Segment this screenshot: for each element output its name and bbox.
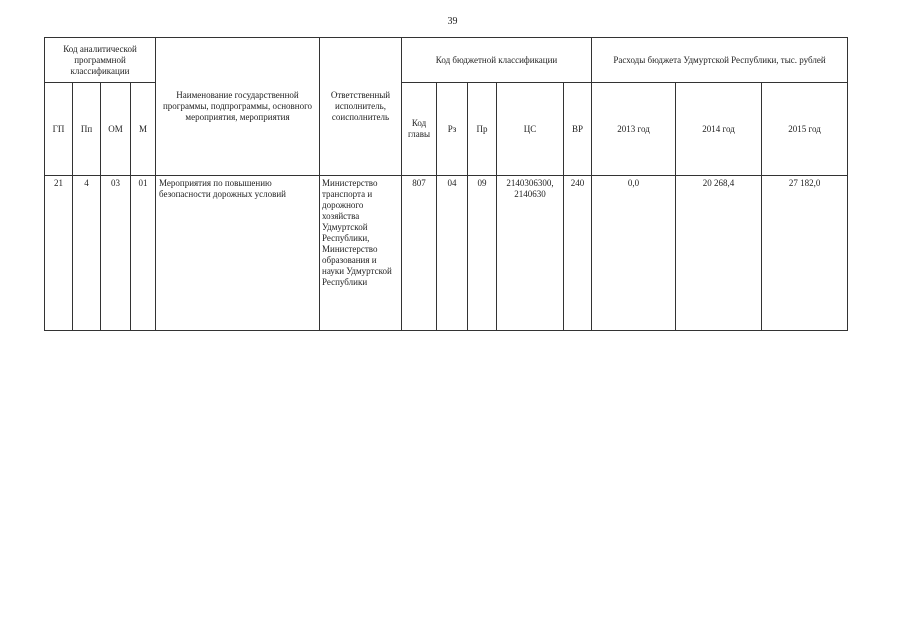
name-header: Наименование государственной программы, подпрограммы, основного мероприятия, мероприятия xyxy=(156,38,320,176)
responsible-cell: Министерство транспорта и дорожного хозяйства Удмуртской Республики, Министерство образования и науки Удмуртской Республики xyxy=(320,176,402,331)
m-header: М xyxy=(131,83,156,176)
cs-header: ЦС xyxy=(497,83,564,176)
vr-header: ВР xyxy=(564,83,592,176)
vr-cell: 240 xyxy=(564,176,592,331)
year-2015-cell: 27 182,0 xyxy=(762,176,848,331)
cs-cell: 2140306300, 2140630 xyxy=(497,176,564,331)
name-cell: Мероприятия по повышению безопасности дорожных условий xyxy=(156,176,320,331)
budget-table xyxy=(44,37,848,331)
pp-header: Пп xyxy=(73,83,101,176)
year-2015-header: 2015 год xyxy=(762,83,848,176)
budget-code-header: Код бюджетной классификации xyxy=(402,38,592,83)
rz-cell: 04 xyxy=(437,176,468,331)
page-number: 39 xyxy=(447,16,458,27)
rz-header: Рз xyxy=(437,83,468,176)
pr-cell: 09 xyxy=(468,176,497,331)
year-2014-header: 2014 год xyxy=(676,83,762,176)
year-2013-header: 2013 год xyxy=(592,83,676,176)
expenses-header: Расходы бюджета Удмуртской Республики, тыс. рублей xyxy=(592,38,848,83)
om-header: ОМ xyxy=(101,83,131,176)
responsible-header: Ответственный исполнитель, соисполнитель xyxy=(320,38,402,176)
kod-glavy-header: Код главы xyxy=(402,83,437,176)
analytic-code-header: Код аналитической программной классификации xyxy=(45,38,156,83)
year-2013-cell: 0,0 xyxy=(592,176,676,331)
gp-cell: 21 xyxy=(45,176,73,331)
om-cell: 03 xyxy=(101,176,131,331)
table-row xyxy=(45,176,848,331)
pr-header: Пр xyxy=(468,83,497,176)
kod-glavy-cell: 807 xyxy=(402,176,437,331)
m-cell: 01 xyxy=(131,176,156,331)
gp-header: ГП xyxy=(45,83,73,176)
year-2014-cell: 20 268,4 xyxy=(676,176,762,331)
pp-cell: 4 xyxy=(73,176,101,331)
